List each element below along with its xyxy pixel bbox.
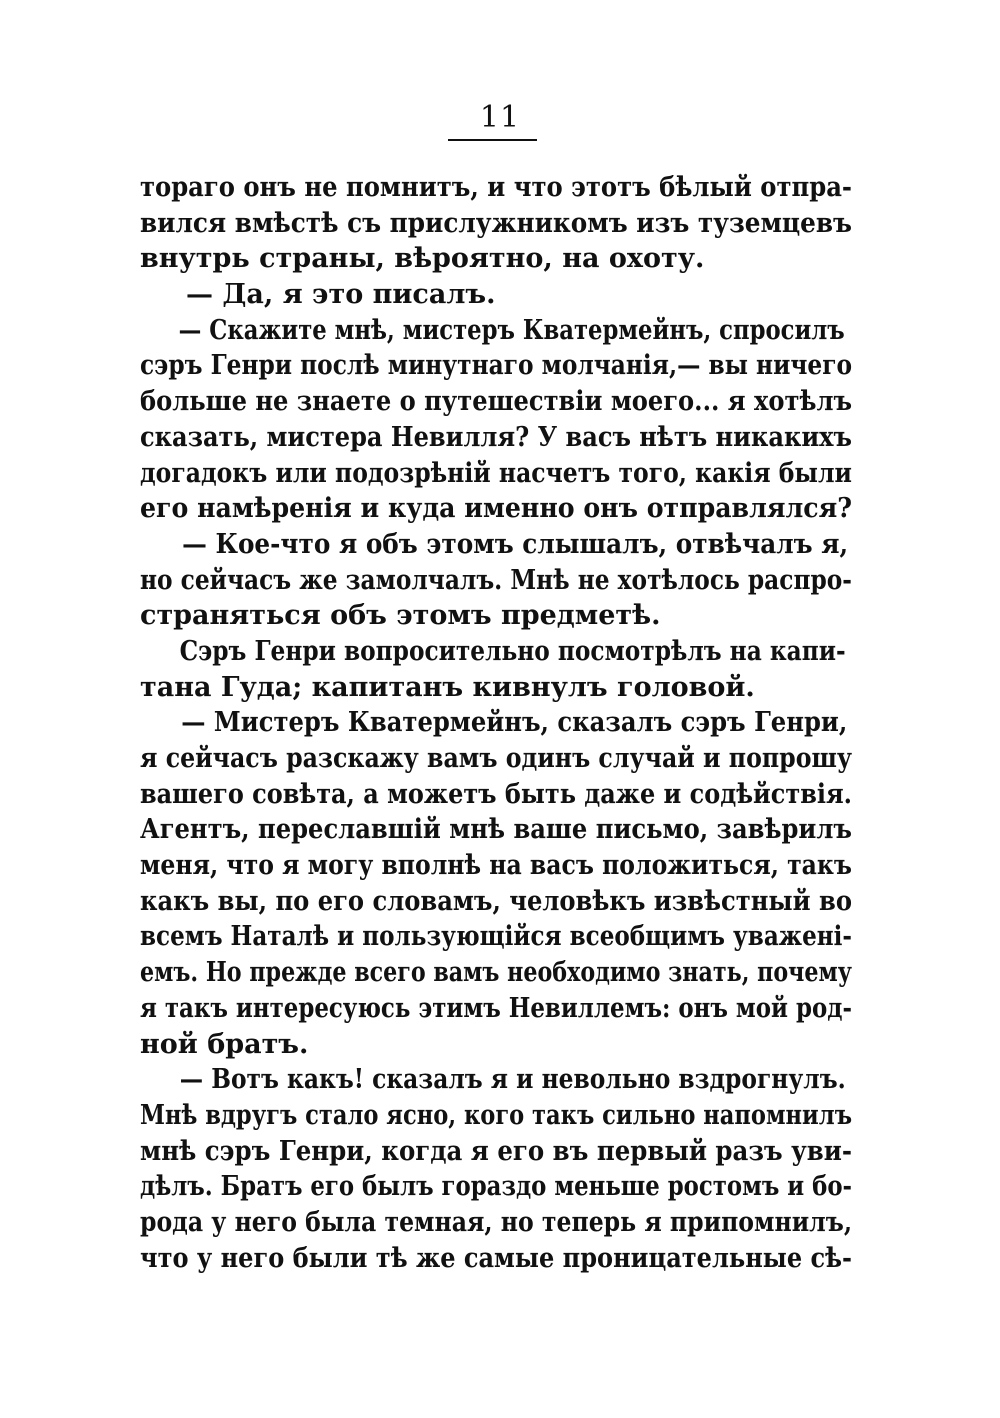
text-line: его намѣренія и куда именно онъ отправлялся? — [140, 493, 852, 525]
text-line: вашего совѣта, а можетъ быть даже и содѣйствія. — [140, 778, 853, 810]
text-line: догадокъ или подозрѣній насчетъ того, какія были — [140, 457, 852, 489]
text-line: Мнѣ вдругъ стало ясно, кого такъ сильно напомнилъ — [140, 1099, 853, 1131]
text-line: Сэръ Генри вопросительно посмотрѣлъ на капи- — [179, 635, 846, 667]
text-line: всемъ Наталѣ и пользующійся всеобщимъ уваженi- — [140, 921, 853, 953]
text-line: вился вмѣстѣ съ прислужникомъ изъ туземцевъ — [140, 207, 853, 239]
text-line: больше не знаете о путешествіи моего... я хотѣлъ — [140, 386, 853, 418]
text-line: какъ вы, по его словамъ, человѣкъ извѣстный во — [140, 885, 852, 917]
text-line: что у него были тѣ же самые проницательные сѣ- — [140, 1242, 853, 1274]
text-line: — Вотъ какъ! сказалъ я и невольно вздрогнулъ. — [179, 1064, 846, 1096]
text-line: — Мистеръ Кватермейнъ, сказалъ сэръ Генри, — [181, 707, 848, 739]
text-line: рода у него была темная, но теперь я припомнилъ, — [140, 1206, 853, 1238]
text-line: сказать, мистера Невилля? У васъ нѣтъ никакихъ — [140, 421, 852, 453]
text-line: мнѣ сэръ Генри, когда я его въ первый разъ уви- — [140, 1135, 853, 1167]
text-line: Агентъ, переславшій мнѣ ваше письмо, завѣрилъ — [140, 814, 852, 846]
text-line: емъ. Но прежде всего вамъ необходимо знать, почему — [140, 957, 853, 989]
text-line: дѣлъ. Братъ его былъ гораздо меньше ростомъ и бо- — [140, 1171, 853, 1203]
page-number-rule — [448, 139, 537, 141]
text-line: но сейчасъ же замолчалъ. Мнѣ не хотѣлось распро- — [140, 564, 852, 596]
text-line: сэръ Генри послѣ минутнаго молчанія,— вы ничего — [140, 350, 853, 382]
text-line: — Да, я это писалъ. — [186, 279, 496, 311]
text-line: — Кое-что я объ этомъ слышалъ, отвѣчалъ я, — [182, 528, 849, 560]
text-line: тана Гуда; капитанъ кивнулъ головой. — [140, 671, 755, 703]
text-line: — Скажите мнѣ, мистеръ Кватермейнъ, спросилъ — [178, 314, 845, 346]
text-line: тораго онъ не помнитъ, и что этотъ бѣлый отпра- — [140, 172, 852, 203]
text-line: я сейчасъ разскажу вамъ одинъ случай и попрошу — [140, 743, 853, 774]
text-line: внутрь страны, вѣроятно, на охоту. — [140, 243, 705, 275]
text-line: меня, что я могу вполнѣ на васъ положиться, такъ — [140, 850, 852, 882]
text-line: страняться объ этомъ предметѣ. — [140, 600, 661, 632]
text-line: я такъ интересуюсь этимъ Невиллемъ: онъ мой род- — [140, 992, 852, 1024]
page-number: 11 — [479, 100, 521, 135]
body-text — [140, 170, 852, 1276]
text-line: ной братъ. — [140, 1028, 309, 1060]
